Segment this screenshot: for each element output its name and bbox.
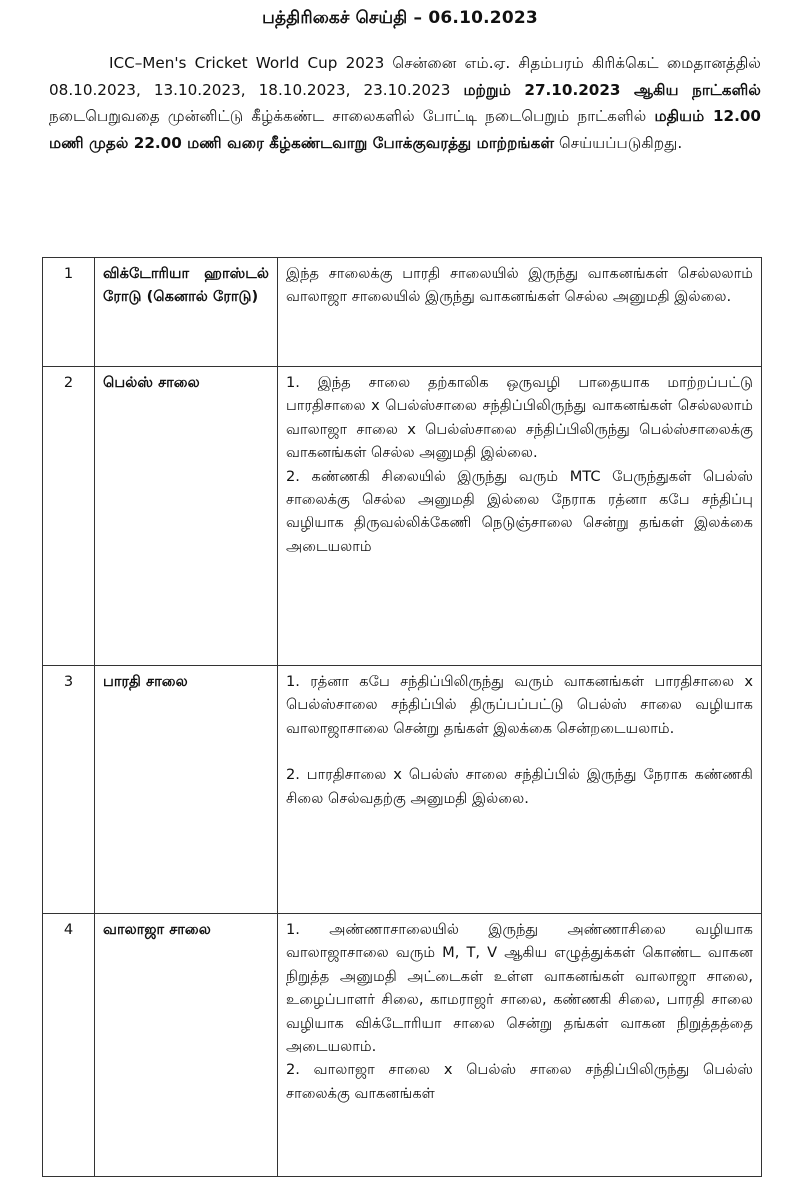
table-row xyxy=(43,258,762,367)
detail-paragraph: 2. வாலாஜா சாலை x பெல்ஸ் சாலை சந்திப்பிலிருந்து பெல்ஸ் சாலைக்கு வாகனங்கள் xyxy=(286,1061,753,1102)
diversion-details xyxy=(278,367,762,666)
intro-part5: செய்யப்படுகிறது. xyxy=(554,133,683,152)
detail-paragraph: 2. பாரதிசாலை x பெல்ஸ் சாலை சந்திப்பில் இருந்து நேராக கண்ணகி சிலை செல்வதற்கு அனுமதி இல்லை. xyxy=(286,766,753,807)
press-release-title: பத்திரிகைச் செய்தி – 06.10.2023 xyxy=(262,8,538,28)
diversion-details xyxy=(278,258,762,367)
road-name: பாரதி சாலை xyxy=(95,666,278,914)
diversion-details xyxy=(278,914,762,1177)
detail-paragraph: 1. அண்ணாசாலையில் இருந்து அண்ணாசிலை வழியாக வாலாஜாசாலை வரும் M, T, V ஆகிய எழுத்துக்கள் கொண்ட வாகன நிறுத்த அனுமதி அட்டைகள் உள்ள வாகனங்கள் வாலாஜா சாலை, உழைப்பாளர் சிலை, காமராஜர் சாலை, கண்ணகி சிலை, பாரதி சாலை வழியாக விக்டோரியா சாலை சென்று தங்கள் வாகன நிறுத்தத்தை அடையலாம். xyxy=(286,921,753,1056)
row-number: 1 xyxy=(43,258,95,367)
row-number: 2 xyxy=(43,367,95,666)
table-row xyxy=(43,666,762,914)
road-name: வாலாஜா சாலை xyxy=(95,914,278,1177)
table-row xyxy=(43,914,762,1177)
intro-dates-bold: மற்றும் 27.10.2023 ஆகிய நாட்களில் xyxy=(463,80,762,99)
intro-part3: நடைபெறுவதை முன்னிட்டு கீழ்க்கண்ட சாலைகளில் போட்டி நடைபெறும் நாட்களில் xyxy=(49,107,655,125)
table-row xyxy=(43,367,762,666)
road-name: பெல்ஸ் சாலை xyxy=(95,367,278,666)
detail-paragraph: 1. ரத்னா கபே சந்திப்பிலிருந்து வரும் வாகனங்கள் பாரதிசாலை x பெல்ஸ்சாலை சந்திப்பில் திருப்பப்பட்டு பெல்ஸ் சாலை வழியாக வாலாஜாசாலை சென்று தங்கள் இலக்கை சென்றடையலாம். xyxy=(286,673,753,737)
paragraph-gap xyxy=(286,740,753,763)
detail-paragraph: 2. கண்ணகி சிலையில் இருந்து வரும் MTC பேருந்துகள் பெல்ஸ் சாலைக்கு செல்ல அனுமதி இல்லை நேராக ரத்னா கபே சந்திப்பு வழியாக திருவல்லிக்கேணி நெடுஞ்சாலை சென்று தங்கள் இலக்கை அடையலாம் xyxy=(286,467,753,555)
row-number: 4 xyxy=(43,914,95,1177)
detail-paragraph: 1. இந்த சாலை தற்காலிக ஒருவழி பாதையாக மாற்றப்பட்டு பாரதிசாலை x பெல்ஸ்சாலை சந்திப்பிலிருந்து வாகனங்கள் செல்லலாம் வாலாஜா சாலை x பெல்ஸ்சாலை சந்திப்பிலிருந்து பெல்ஸ்சாலைக்கு வாகனங்கள் செல்ல அனுமதி இல்லை. xyxy=(286,374,753,462)
row-number: 3 xyxy=(43,666,95,914)
intro-paragraph xyxy=(49,50,761,156)
traffic-diversion-table xyxy=(42,257,762,1177)
intro-part1: ICC–Men's Cricket World Cup 2023 சென்னை எம்.ஏ. சிதம்பரம் கிரிக்கெட் மைதானத்தில் 08.10.2023, 13.10.2023, 18.10.2023, 23.10.2023 xyxy=(49,54,761,99)
detail-paragraph: இந்த சாலைக்கு பாரதி சாலையில் இருந்து வாகனங்கள் செல்லலாம் வாலாஜா சாலையில் இருந்து வாகனங்கள் செல்ல அனுமதி இல்லை. xyxy=(286,265,753,306)
intro-timing-bold: மதியம் 12.00 மணி முதல் 22.00 மணி வரை கீழ்கண்டவாறு போக்குவரத்து மாற்றங்கள் xyxy=(49,107,761,152)
diversion-details xyxy=(278,666,762,914)
road-name: விக்டோரியா ஹாஸ்டல் ரோடு (கெனால் ரோடு) xyxy=(95,258,278,367)
